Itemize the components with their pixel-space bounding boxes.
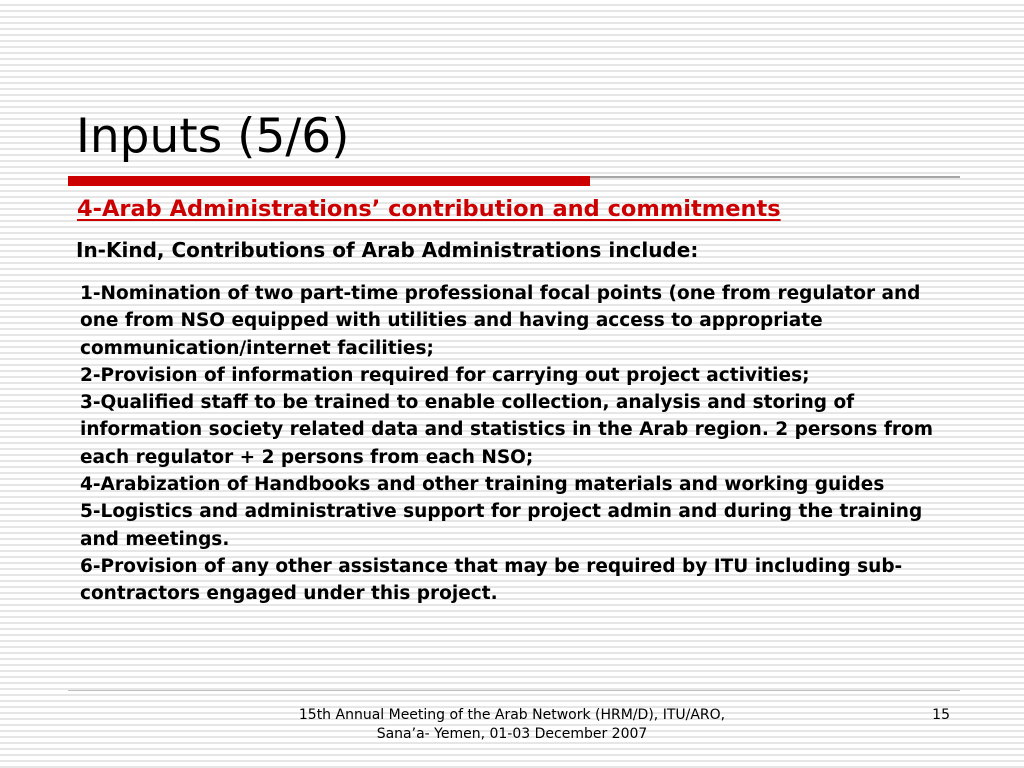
page-number: 15 <box>932 707 950 723</box>
footer-text: 15th Annual Meeting of the Arab Network (HRM/D), ITU/ARO, Sana’a- Yemen, 01-03 December 2007 <box>298 707 726 742</box>
intro-text: In-Kind, Contributions of Arab Administrations include: <box>76 238 699 262</box>
footer-divider <box>68 690 960 691</box>
contribution-list <box>80 280 965 608</box>
list-item: 3-Qualified staff to be trained to enable collection, analysis and storing of information society related data and statistics in the Arab region. 2 persons from each regulator + 2 persons from each NSO; <box>80 392 934 468</box>
title-underline-red <box>68 176 590 186</box>
list-item: 6-Provision of any other assistance that may be required by ITU including sub-contractors engaged under this project. <box>80 555 903 605</box>
list-item: 2-Provision of information required for carrying out project activities; <box>80 364 810 386</box>
slide-title: Inputs (5/6) <box>76 109 350 164</box>
title-underline-gray <box>590 176 960 178</box>
list-item: 5-Logistics and administrative support for project admin and during the training and meetings. <box>80 501 923 550</box>
list-item: 1-Nomination of two part-time professional focal points (one from regulator and one from NSO equipped with utilities and having access to appropriate communication/internet facilities; <box>80 283 921 359</box>
section-subtitle: 4-Arab Administrations’ contribution and commitments <box>77 196 781 222</box>
list-item: 4-Arabization of Handbooks and other training materials and working guides <box>80 474 885 496</box>
